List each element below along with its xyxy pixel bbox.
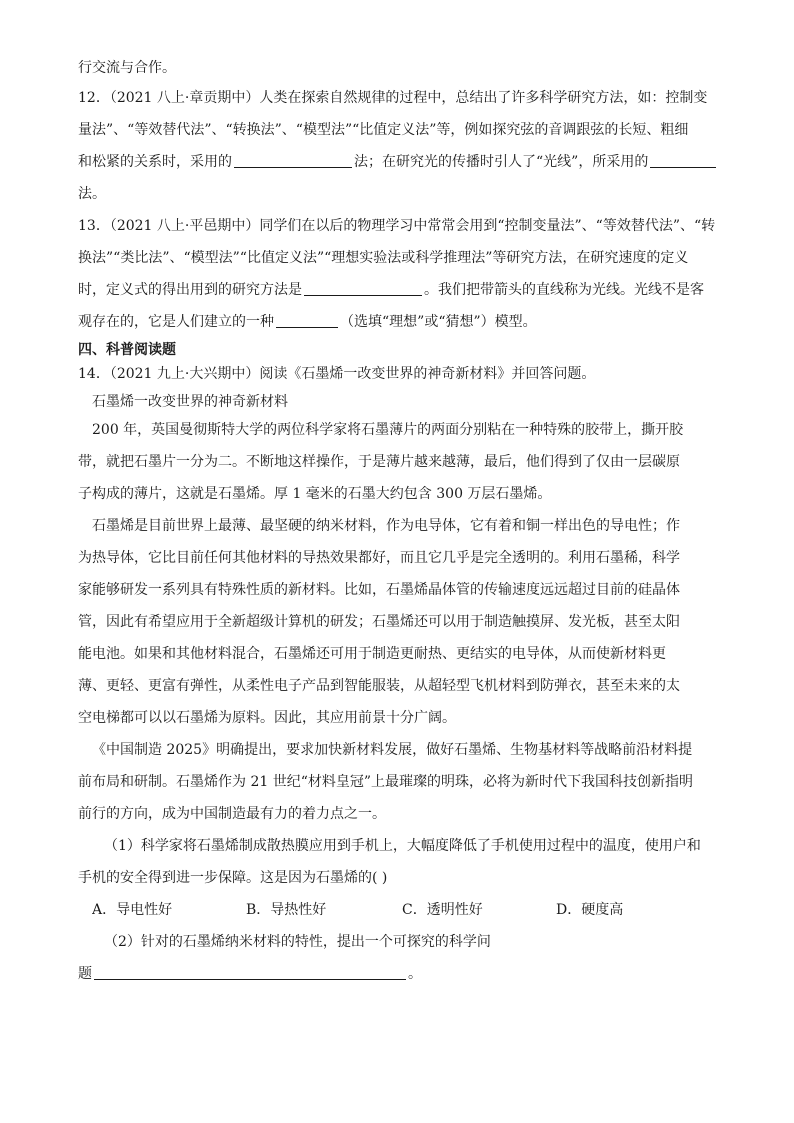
- q14-p2-line-6: 薄、更轻、更富有弹性，从柔性电子产品到智能服装，从超轻型飞机材料到防弹衣，甚至未来的太: [78, 678, 680, 694]
- q12-line-3-a: 和松紧的关系时，采用的: [78, 154, 232, 170]
- q13-blank-1[interactable]: [304, 281, 422, 296]
- q13-line-4-a: 观存在的，它是人们建立的一种: [78, 314, 274, 330]
- q14-options-row: [92, 900, 734, 920]
- q14-p3-line-3: 前行的方向，成为中国制造最有力的着力点之一。: [78, 806, 386, 822]
- q12-line-1: 12．（2021 八上·章贡期中）人类在探索自然规律的过程中，总结出了许多科学研究方法，如：控制变: [78, 90, 708, 106]
- q14-p2-line-3: 家能够研发一系列具有特殊性质的新材料。比如，石墨烯晶体管的传输速度远远超过目前的硅晶体: [78, 582, 680, 598]
- q13-blank-2[interactable]: [276, 313, 338, 328]
- q12-line-2: 量法”、“等效替代法”、“转换法”、“模型法”“比值定义法”等，例如探究弦的音调跟弦的长短、粗细: [78, 122, 689, 138]
- q14-sub2-answer-blank[interactable]: [94, 965, 406, 980]
- q14-p3-line-2: 前布局和研制。石墨烯作为 21 世纪“材料皇冠”上最璀璨的明珠，必将为新时代下我国科技创新指明: [78, 774, 694, 790]
- q12-line-3: [78, 152, 734, 172]
- q12-blank-2[interactable]: [650, 153, 716, 168]
- q11-tail-text: 行交流与合作。: [78, 60, 176, 76]
- q13-line-4-b: （选填“理想”或“猜想”）模型。: [340, 314, 537, 330]
- q14-sub2-line-2-a: 题: [78, 966, 92, 982]
- q14-sub2-line-1: （2）针对的石墨烯纳米材料的特性，提出一个可探究的科学问: [104, 934, 491, 950]
- q14-sub2-line-2-b: 。: [408, 966, 422, 982]
- q14-p3-line-1: 《中国制造 2025》明确提出，要求加快新材料发展，做好石墨烯、生物基材料等战略前沿材料提: [92, 742, 693, 758]
- q14-p2-line-7: 空电梯都可以以石墨烯为原料。因此，其应用前景十分广阔。: [78, 710, 456, 726]
- option-d[interactable]: D．硬度高: [556, 902, 624, 918]
- q14-p1-line-1: 200 年，英国曼彻斯特大学的两位科学家将石墨薄片的两面分别粘在一种特殊的胶带上，撕开胶: [92, 422, 684, 438]
- q12-line-3-b: 法；在研究光的传播时引人了“光线”，所采用的: [354, 154, 649, 170]
- q12-blank-1[interactable]: [234, 153, 352, 168]
- q13-line-2: 换法”“类比法”、“模型法”“比值定义法”“理想实验法或科学推理法”等研究方法，在研究速度的定义: [78, 250, 689, 266]
- q14-sub1-line-1: （1）科学家将石墨烯制成散热膜应用到手机上，大幅度降低了手机使用过程中的温度，使用户和: [104, 838, 701, 854]
- q13-line-1: 13．（2021 八上·平邑期中）同学们在以后的物理学习中常常会用到“控制变量法”、“等效替代法”、“转: [78, 218, 716, 234]
- option-a[interactable]: A．导电性好: [92, 902, 173, 918]
- q14-sub1-line-2: 手机的安全得到进一步保障。这是因为石墨烯的( ): [78, 870, 388, 886]
- q14-p1-line-2: 带，就把石墨片一分为二。不断地这样操作，于是薄片越来越薄，最后，他们得到了仅由一层碳原: [78, 454, 680, 470]
- q14-p2-line-5: 能电池。如果和其他材料混合，石墨烯还可用于制造更耐热、更结实的电导体，从而使新材料更: [78, 646, 666, 662]
- q13-line-3-a: 时，定义式的得出用到的研究方法是: [78, 282, 302, 298]
- q14-p2-line-2: 为热导体，它比目前任何其他材料的导热效果都好，而且它几乎是完全透明的。利用石墨稀，科学: [78, 550, 680, 566]
- q13-line-3-b: 。我们把带箭头的直线称为光线。光线不是客: [424, 282, 704, 298]
- q14-intro: 14．（2021 九上·大兴期中）阅读《石墨烯一改变世界的神奇新材料》并回答问题。: [78, 366, 596, 382]
- q12-line-4: 法。: [78, 186, 106, 202]
- q14-p2-line-1: 石墨烯是目前世界上最薄、最坚硬的纳米材料，作为电导体，它有着和铜一样出色的导电性；作: [92, 518, 680, 534]
- option-c[interactable]: C．透明性好: [402, 902, 483, 918]
- q14-sub2-line-2: [78, 964, 734, 984]
- q13-line-3: [78, 280, 734, 300]
- option-b[interactable]: B．导热性好: [246, 902, 327, 918]
- q13-line-4: [78, 312, 734, 332]
- q14-article-title: 石墨烯一改变世界的神奇新材料: [92, 394, 288, 410]
- q14-p1-line-3: 子构成的薄片，这就是石墨烯。厚 1 毫米的石墨大约包含 300 万层石墨烯。: [78, 486, 552, 502]
- section-4-title: 四、科普阅读题: [78, 342, 176, 358]
- q14-p2-line-4: 管，因此有希望应用于全新超级计算机的研发；石墨烯还可以用于制造触摸屏、发光板，甚至太阳: [78, 614, 680, 630]
